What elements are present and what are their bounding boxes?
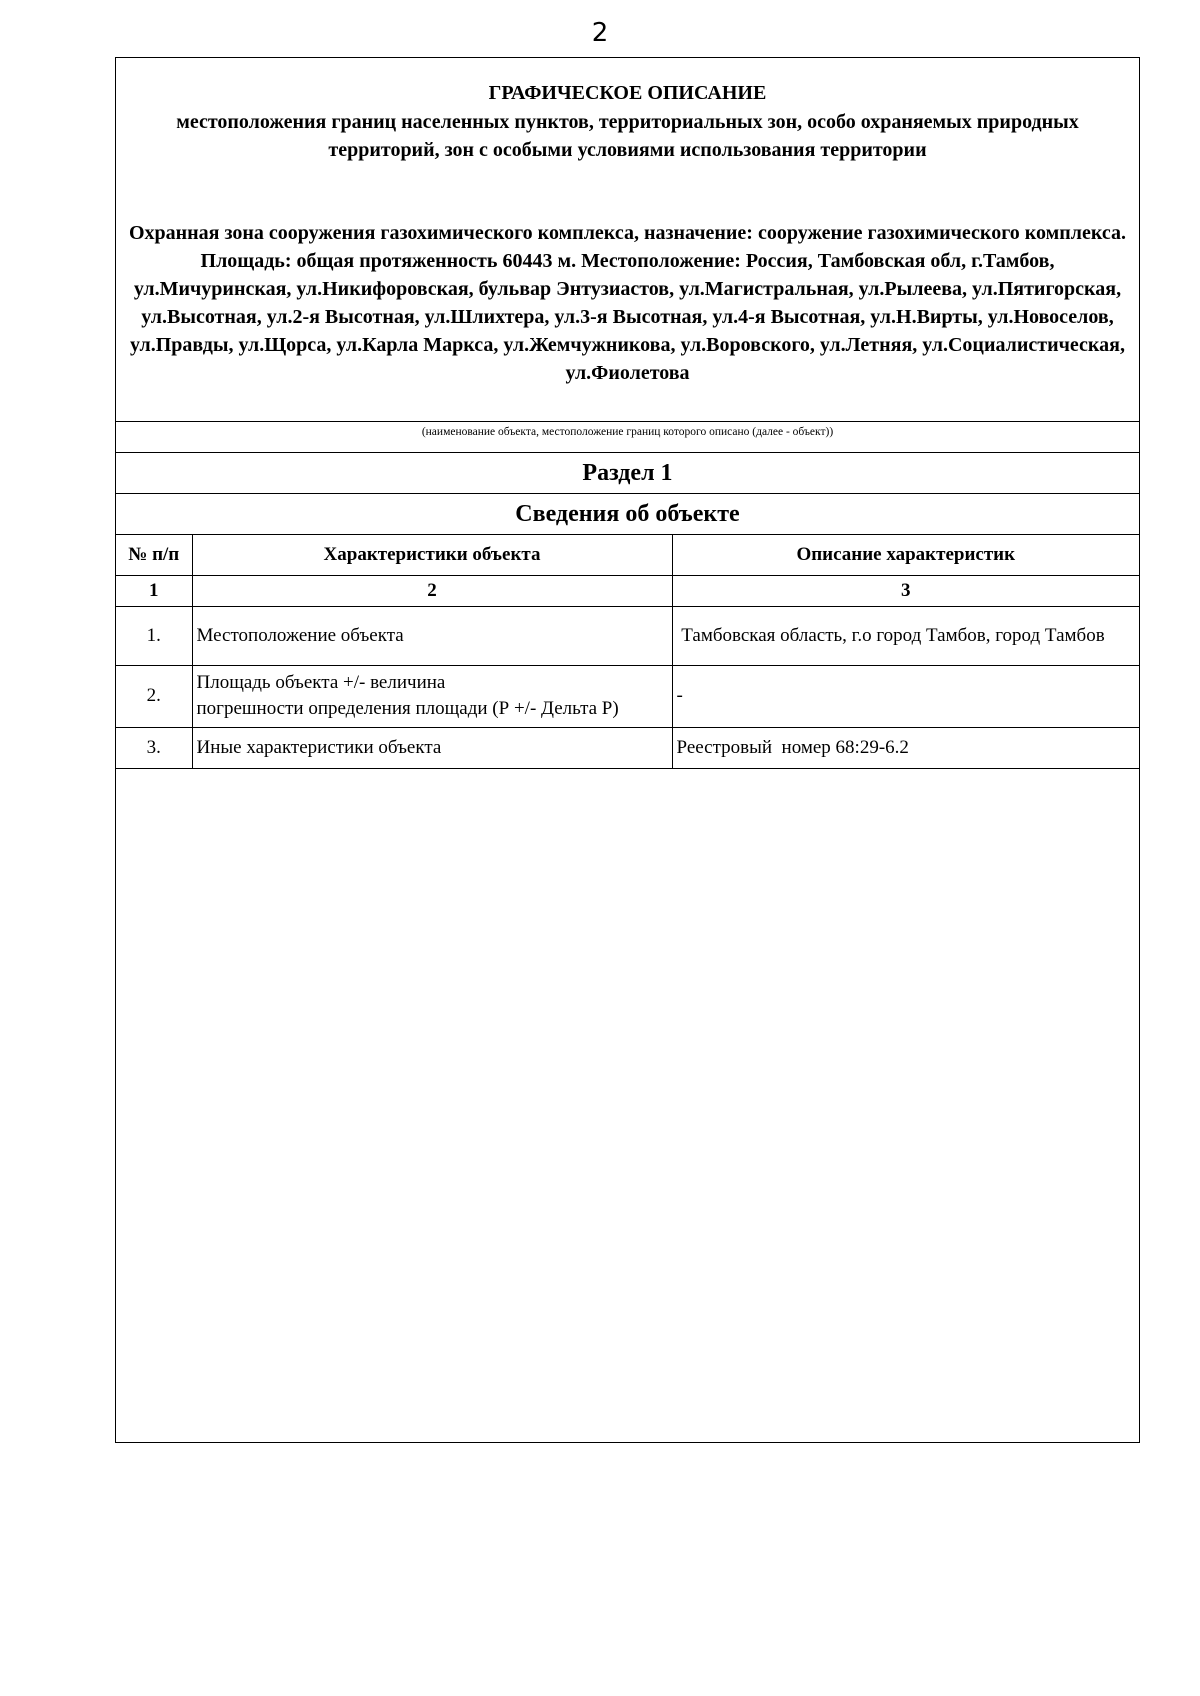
column-header-number: № п/п: [116, 535, 192, 575]
row-characteristic: [192, 665, 672, 727]
object-info-table: [116, 535, 1139, 769]
row-number: 3.: [116, 727, 192, 768]
section-subtitle: Сведения об объекте: [116, 494, 1139, 535]
section-title: Раздел 1: [116, 453, 1139, 494]
document-title: ГРАФИЧЕСКОЕ ОПИСАНИЕ: [488, 82, 767, 104]
column-number-row: [116, 575, 1139, 606]
table-row: [116, 665, 1139, 727]
column-number-2: 2: [192, 575, 672, 606]
table-row: [116, 727, 1139, 768]
page-number: 2: [591, 18, 609, 48]
table-header-row: [116, 535, 1139, 575]
row-characteristic: Местоположение объекта: [192, 606, 672, 665]
header-block: [116, 58, 1139, 422]
column-header-description: Описание характеристик: [672, 535, 1139, 575]
document-frame: [115, 57, 1140, 1443]
row-description: -: [672, 665, 1139, 727]
column-number-1: 1: [116, 575, 192, 606]
document-subtitle: местоположения границ населенных пунктов, территориальных зон, особо охраняемых природных территорий, зон с особыми условиями использования территории: [176, 111, 1079, 161]
table-row: [116, 606, 1139, 665]
column-number-3: 3: [672, 575, 1139, 606]
object-name: Охранная зона сооружения газохимического комплекса, назначение: сооружение газохимического комплекса. Площадь: общая протяженность 60443 м. Местоположение: Россия, Тамбовская обл, г.Тамбов, ул.Мичуринская, ул.Никифоровская, бульвар Энтузиастов, ул.Магистральная, ул.Рылеева, ул.Пятигорская, ул.Высотная, ул.2-я Высотная, ул.Шлихтера, ул.3-я Высотная, ул.4-я Высотная, ул.Н.Вирты, ул.Новоселов, ул.Правды, ул.Щорса, ул.Карла Маркса, ул.Жемчужникова, ул.Воровского, ул.Летняя, ул.Социалистическая, ул.Фиолетова: [128, 222, 1127, 384]
column-header-characteristic: Характеристики объекта: [192, 535, 672, 575]
row-characteristic-line-2: погрешности определения площади (Р +/- Дельта Р): [196, 698, 619, 719]
row-number: 2.: [116, 665, 192, 727]
row-number: 1.: [116, 606, 192, 665]
row-description: Реестровый номер 68:29-6.2: [672, 727, 1139, 768]
row-description: Тамбовская область, г.о город Тамбов, город Тамбов: [672, 606, 1139, 665]
row-characteristic: Иные характеристики объекта: [192, 727, 672, 768]
row-characteristic-line-1: Площадь объекта +/- величина: [196, 672, 446, 693]
object-caption: (наименование объекта, местоположение границ которого описано (далее - объект)): [116, 422, 1139, 453]
